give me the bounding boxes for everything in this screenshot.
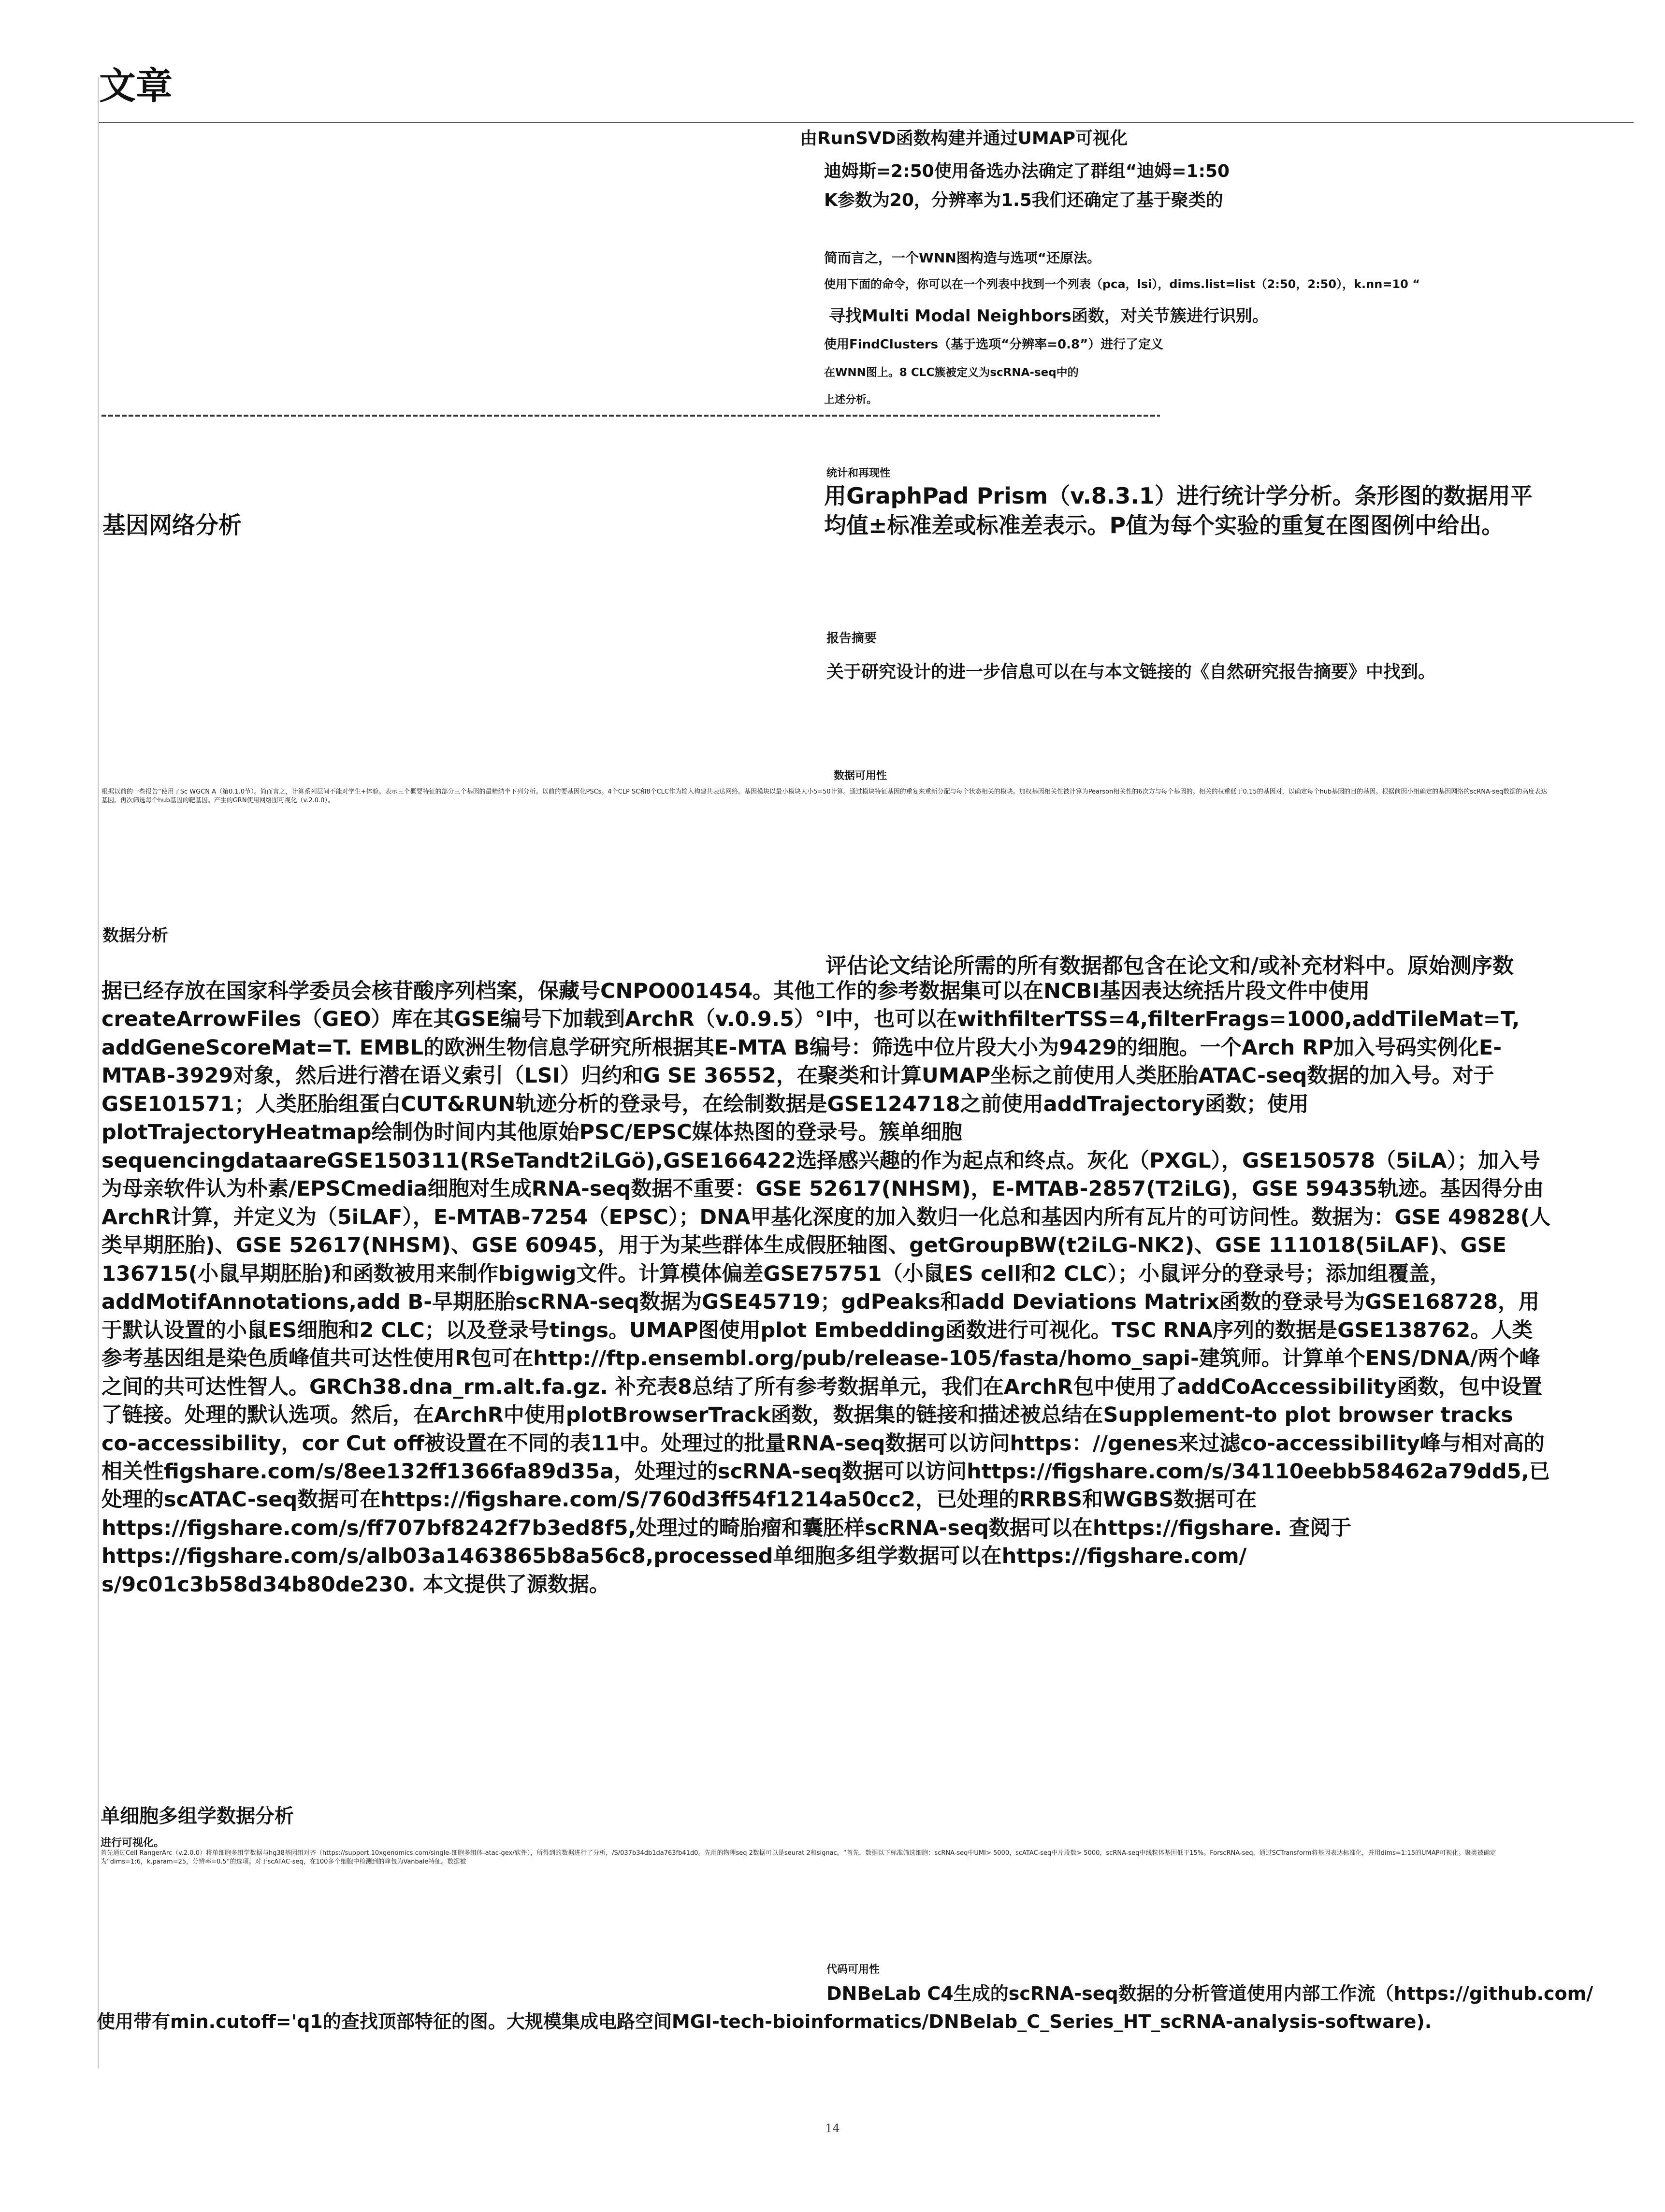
right-line-4: 简而言之，一个WNN图构造与选项“还原法。 <box>824 250 1101 266</box>
right-line-8: 在WNN图上。8 CLC簇被定义为scRNA-seq中的 <box>824 366 1079 379</box>
multiomics-text: 首先通过Cell RangerArc（v.2.0.0）将单细胞多组学数据与hg38基因组对齐（https://support.10xgenomics.com/single-细胞多组体-atac-gex/软件），所得到的数据进行了分析，/S/037b34db1da763fb41d0。先用的物理seq 2数据可以是seurat 2和signac。“首先，数据以下标准筛选细胞：scRNA-seq中UMI> 5000，scATAC-seq中片段数> 5000，scRNA-seq中线粒体基因低于15%。ForscRNA-seq，通过SCTransform将基因表达标准化，并用dims=1:15的UMAP可视化。聚类被确定为“dims=1:6，k.param=25，分辨率=0.5”的选项。对于scATAC-seq，在100多个细胞中检测到的峰包为Vanbale特征。数据被 <box>101 1850 1496 1866</box>
right-line-6: 寻找Multi Modal Neighbors函数，对关节簇进行识别。 <box>829 306 1269 326</box>
big-paragraph-line1: 评估论文结论所需的所有数据都包含在论文和/或补充材料中。原始测序数 <box>825 954 1514 978</box>
page-header-title: 文章 <box>99 64 173 107</box>
code-heading: 代码可用性 <box>826 1964 880 1976</box>
right-line-2: 迪姆斯=2:50使用备选办法确定了群组“迪姆=1:50 <box>824 161 1230 181</box>
right-line-3: K参数为20，分辨率为1.5我们还确定了基于聚类的 <box>824 190 1223 210</box>
stats-text: 用GraphPad Prism（v.8.3.1）进行统计学分析。条形图的数据用平均值±标准差或标准差表示。P值为每个实验的重复在图图例中给出。 <box>824 483 1533 538</box>
gene-network-text: 根据以前的一些报告“使用了Sc WGCN A（第0.1.0节）。简而言之，计算系列层间不能对学生+体验。表示三个概要特征的部分三个基因的最精纳半下列分析。以前的要基因化PSCs。4个CLP SC和8个CLC作为输入构建共表达网络。基因模块以最小模块大小5=50计算。通过模块特征基因的重复来重新分配与每个状态相关的模块。加权基因相关性被计算为Pearson相关性的6次方与每个基因的。相关的权重低于0.15的基因对，以确定每个hub基因的目的基因。根据前因小组确定的基因网络的scRNA-seq数据的高度表达基因。再次筛选每个hub基因的靶基因。产生的GRN使用网络图可视化（v.2.0.0）。 <box>101 788 1548 805</box>
dotted-divider <box>101 415 1160 417</box>
report-heading: 报告摘要 <box>826 631 877 646</box>
code-line1: DNBeLab C4生成的scRNA-seq数据的分析管道使用内部工作流（https://github.com/ <box>826 1983 1593 2004</box>
big-paragraph-body: 据已经存放在国家科学委员会核苷酸序列档案，保藏号CNPO001454。其他工作的参考数据集可以在NCBI基因表达统括片段文件中使用createArrowFiles（GEO）库在其GSE编号下加载到ArchR（v.0.9.5）°l中，也可以在withfilterTSS=4,filterFrags=1000,addTileMat=T, addGeneScoreMat=T. EMBL的欧洲生物信息学研究所根据其E-MTA B编号：筛选中位片段大小为9429的细胞。一个Arch RP加入号码实例化E-MTAB-3929对象，然后进行潜在语义索引（LSI）归约和G SE 36552，在聚类和计算UMAP坐标之前使用人类胚胎ATAC-seq数据的加入号。对于GSE101571；人类胚胎组蛋白CUT&RUN轨迹分析的登录号，在绘制数据是GSE124718之前使用addTrajectory函数；使用plotTrajectoryHeatmap绘制伪时间内其他原始PSC/EPSC媒体热图的登录号。簇单细胞sequencingdataareGSE150311(RSeTandt2iLGö),GSE166422选择感兴趣的作为起点和终点。灰化（PXGL），GSE150578（5iLA）；加入号为母亲软件认为朴素/EPSCmedia细胞对生成RNA-seq数据不重要：GSE 52617(NHSM)，E-MTAB-2857(T2iLG)，GSE 59435轨迹。基因得分由ArchR计算，并定义为（5iLAF），E-MTAB-7254（EPSC）；DNA甲基化深度的加入数归一化总和基因内所有瓦片的可访问性。数据为：GSE 49828(人类早期胚胎)、GSE 52617(NHSM)、GSE 60945，用于为某些群体生成假胚轴图、getGroupBW(t2iLG-NK2)、GSE 111018(5iLAF)、GSE 136715(小鼠早期胚胎)和函数被用来制作bigwig文件。计算模体偏差GSE75751（小鼠ES cell和2 CLC）；小鼠评分的登录号；添加组覆盖，addMotifAnnotations,add B-早期胚胎scRNA-seq数据为GSE45719；gdPeaks和add Deviations Matrix函数的登录号为GSE168728，用于默认设置的小鼠ES细胞和2 CLC；以及登录号tings。UMAP图使用plot Embedding函数进行可视化。TSC RNA序列的数据是GSE138762。人类参考基因组是染色质峰值共可达性使用R包可在http://ftp.ensembl.org/pub/release-105/fasta/homo_sapi-建筑师。计算单个ENS/DNA/两个峰之间的共可达性智人。GRCh38.dna_rm.alt.fa.gz. 补充表8总结了所有参考数据单元，我们在ArchR包中使用了addCoAccessibility函数，包中设置了链接。处理的默认选项。然后，在ArchR中使用plotBrowserTrack函数，数据集的链接和描述被总结在Supplement-to plot browser tracks co-accessibility，cor Cut off被设置在不同的表11中。处理过的批量RNA-seq数据可以访问https：//genes来过滤co-accessibility峰与相对高的相关性figshare.com/s/8ee132ff1366fa89d35a，处理过的scRNA-seq数据可以访问https://figshare.com/s/34110eebb58462a79dd5,已处理的scATAC-seq数据可在https://figshare.com/S/760d3ff54f1214a50cc2，已处理的RRBS和WGBS数据可在https://figshare.com/s/ff707bf8242f7b3ed8f5,处理过的畸胎瘤和囊胚样scRNA-seq数据可以在https://figshare. 查阅于https://figshare.com/s/alb03a1463865b8a56c8,processed单细胞多组学数据可以在https://figshare.com/ s/9c01c3b58d34b80de230. 本文提供了源数据。 <box>101 979 1551 1597</box>
left-margin-rule <box>98 77 99 2068</box>
stats-heading: 统计和再现性 <box>826 467 891 479</box>
right-line-9: 上述分析。 <box>824 394 878 406</box>
header-rule <box>99 122 1634 123</box>
multiomics-sub: 进行可视化。 <box>101 1837 165 1849</box>
code-line2: 使用带有min.cutoff='q1的查找顶部特征的图。大规模集成电路空间MGI-tech-bioinformatics/DNBelab_C_Series_HT_scRNA-analysis-software). <box>97 2011 1432 2032</box>
gene-network-heading: 基因网络分析 <box>102 512 242 539</box>
multiomics-heading: 单细胞多组学数据分析 <box>101 1805 294 1827</box>
data-analysis-heading: 数据分析 <box>102 926 168 945</box>
right-line-7: 使用FindClusters（基于选项“分辨率=0.8”）进行了定义 <box>824 337 1164 352</box>
availability-heading: 数据可用性 <box>834 770 887 782</box>
report-text: 关于研究设计的进一步信息可以在与本文链接的《自然研究报告摘要》中找到。 <box>826 662 1436 682</box>
right-line-5: 使用下面的命令，你可以在一个列表中找到一个列表（pca，lsi），dims.list=list（2:50，2:50），k.nn=10 “ <box>824 277 1420 291</box>
page-number: 14 <box>825 2122 840 2135</box>
right-line-1: 由RunSVD函数构建并通过UMAP可视化 <box>800 129 1128 148</box>
